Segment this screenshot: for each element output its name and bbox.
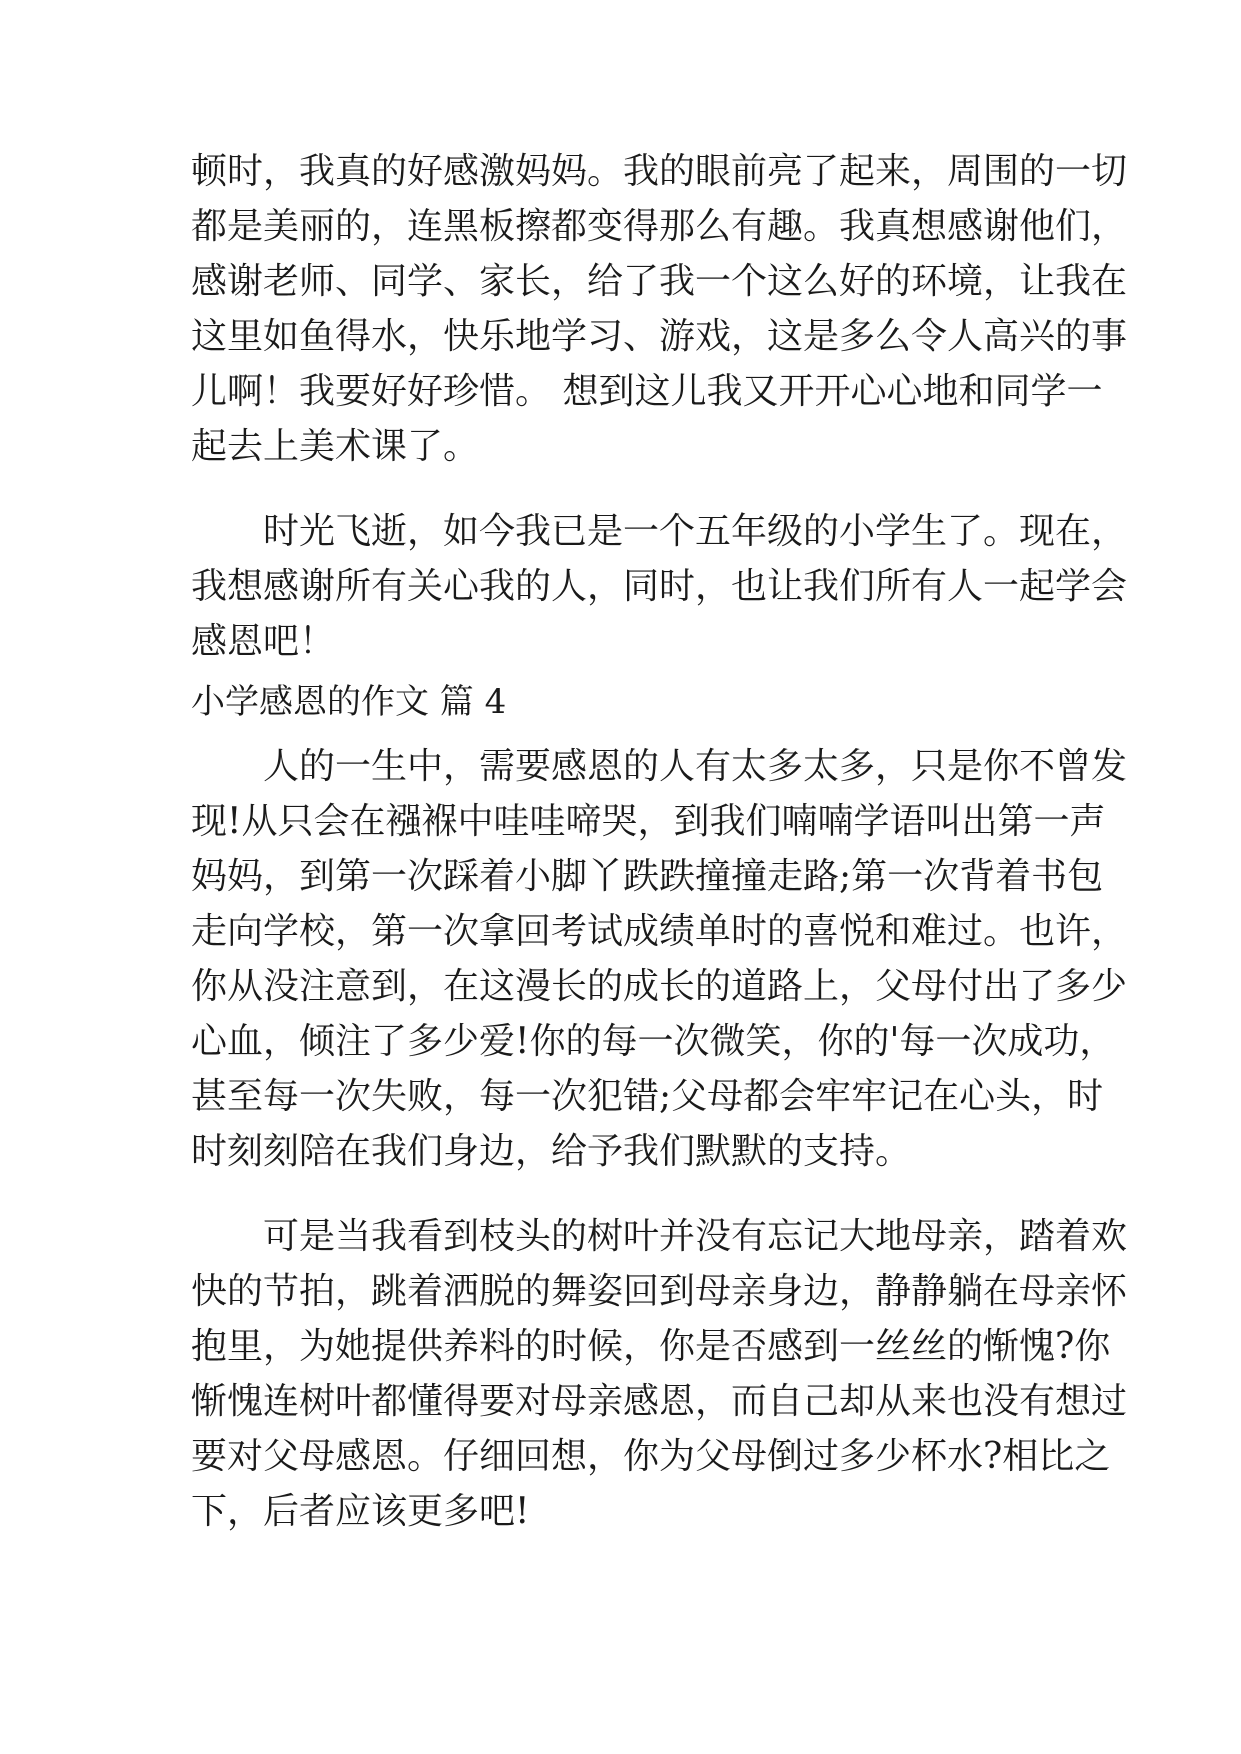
text-line: 感谢老师、同学、家长，给了我一个这么好的环境，让我在 [191,261,1128,302]
text-line: 时光飞逝，如今我已是一个五年级的小学生了。现在， [191,511,1128,552]
text-line: 抱里，为她提供养料的时候，你是否感到一丝丝的惭愧?你 [191,1326,1111,1367]
text-line: 惭愧连树叶都懂得要对母亲感恩，而自己却从来也没有想过 [191,1381,1128,1422]
text-line: 走向学校，第一次拿回考试成绩单时的喜悦和难过。也许， [191,911,1128,952]
text-line: 快的节拍，跳着洒脱的舞姿回到母亲身边，静静躺在母亲怀 [191,1271,1128,1312]
text-line: 感恩吧！ [191,621,336,662]
text-line: 都是美丽的，连黑板擦都变得那么有趣。我真想感谢他们， [191,206,1128,247]
text-line: 我想感谢所有关心我的人，同时，也让我们所有人一起学会 [191,566,1128,607]
section-heading: 小学感恩的作文 篇 4 [191,682,507,722]
text-line: 儿啊！我要好好珍惜。 想到这儿我又开开心心地和同学一 [191,371,1103,412]
text-line: 现!从只会在襁褓中哇哇啼哭，到我们喃喃学语叫出第一声 [191,801,1106,842]
text-line: 要对父母感恩。仔细回想，你为父母倒过多少杯水?相比之 [191,1436,1111,1477]
text-line: 心血，倾注了多少爱!你的每一次微笑，你的'每一次成功， [191,1021,1116,1062]
text-line: 人的一生中，需要感恩的人有太多太多，只是你不曾发 [191,746,1128,787]
text-line: 时刻刻陪在我们身边，给予我们默默的支持。 [191,1131,912,1172]
text-line: 起去上美术课了。 [191,426,480,467]
text-line: 妈妈，到第一次踩着小脚丫跌跌撞撞走路;第一次背着书包 [191,856,1104,897]
text-line: 下，后者应该更多吧! [191,1491,530,1532]
text-line: 甚至每一次失败，每一次犯错;父母都会牢牢记在心头，时 [191,1076,1104,1117]
text-line: 这里如鱼得水，快乐地学习、游戏，这是多么令人高兴的事 [191,316,1128,357]
text-line: 你从没注意到，在这漫长的成长的道路上，父母付出了多少 [191,966,1128,1007]
text-line: 可是当我看到枝头的树叶并没有忘记大地母亲，踏着欢 [191,1216,1128,1257]
text-line: 顿时，我真的好感激妈妈。我的眼前亮了起来，周围的一切 [191,151,1128,192]
